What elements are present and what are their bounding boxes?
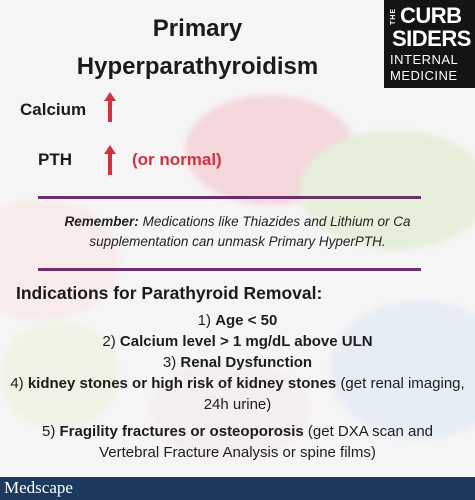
indication-detail: (get renal imaging, 24h urine) — [203, 375, 465, 413]
indication-number: 5) — [42, 423, 56, 440]
page-title-line2: Hyperparathyroidism — [76, 53, 319, 80]
indication-item — [10, 310, 465, 331]
divider — [38, 196, 421, 199]
curbsiders-logo — [384, 0, 475, 88]
up-arrow-icon — [104, 92, 116, 122]
remember-lead: Remember: — [64, 214, 139, 229]
indication-item — [10, 421, 465, 463]
indication-detail: (get DXA scan and Vertebral Fracture Analysis or spine films) — [99, 423, 433, 461]
indication-item — [10, 373, 465, 415]
indication-item — [10, 331, 465, 352]
calcium-label: Calcium — [20, 100, 87, 119]
divider — [38, 268, 421, 271]
indication-bold: Renal Dysfunction — [180, 354, 313, 371]
medscape-logo[interactable]: Medscape — [4, 478, 73, 497]
logo-internal: INTERNAL — [390, 52, 459, 67]
indication-number: 4) — [10, 375, 24, 392]
logo-medicine: MEDICINE — [390, 68, 458, 83]
indication-bold: Calcium level > 1 mg/dL above ULN — [119, 333, 373, 350]
pth-or-normal-note: (or normal) — [132, 150, 222, 169]
indications-heading: Indications for Parathyroid Removal: — [16, 283, 323, 303]
indication-item — [10, 352, 465, 373]
up-arrow-icon — [104, 145, 116, 175]
logo-curb: CURB — [400, 3, 462, 28]
indication-bold: kidney stones or high risk of kidney stones — [27, 375, 337, 392]
logo-siders: SIDERS — [392, 26, 471, 51]
indication-number: 3) — [162, 354, 177, 371]
page-title-line1: Primary — [152, 15, 243, 42]
indication-bold: Fragility fractures or osteoporosis — [59, 423, 304, 440]
indication-number: 2) — [102, 333, 116, 350]
remember-text: Medications like Thiazides and Lithium or Ca supplementation can unmask Primary HyperPTH. — [89, 214, 411, 249]
remember-note — [30, 212, 445, 252]
footer-bar — [0, 477, 475, 500]
indication-number: 1) — [197, 312, 212, 329]
indication-bold: Age < 50 — [215, 312, 278, 329]
pth-label: PTH — [38, 150, 72, 169]
logo-the: THE — [390, 8, 397, 25]
